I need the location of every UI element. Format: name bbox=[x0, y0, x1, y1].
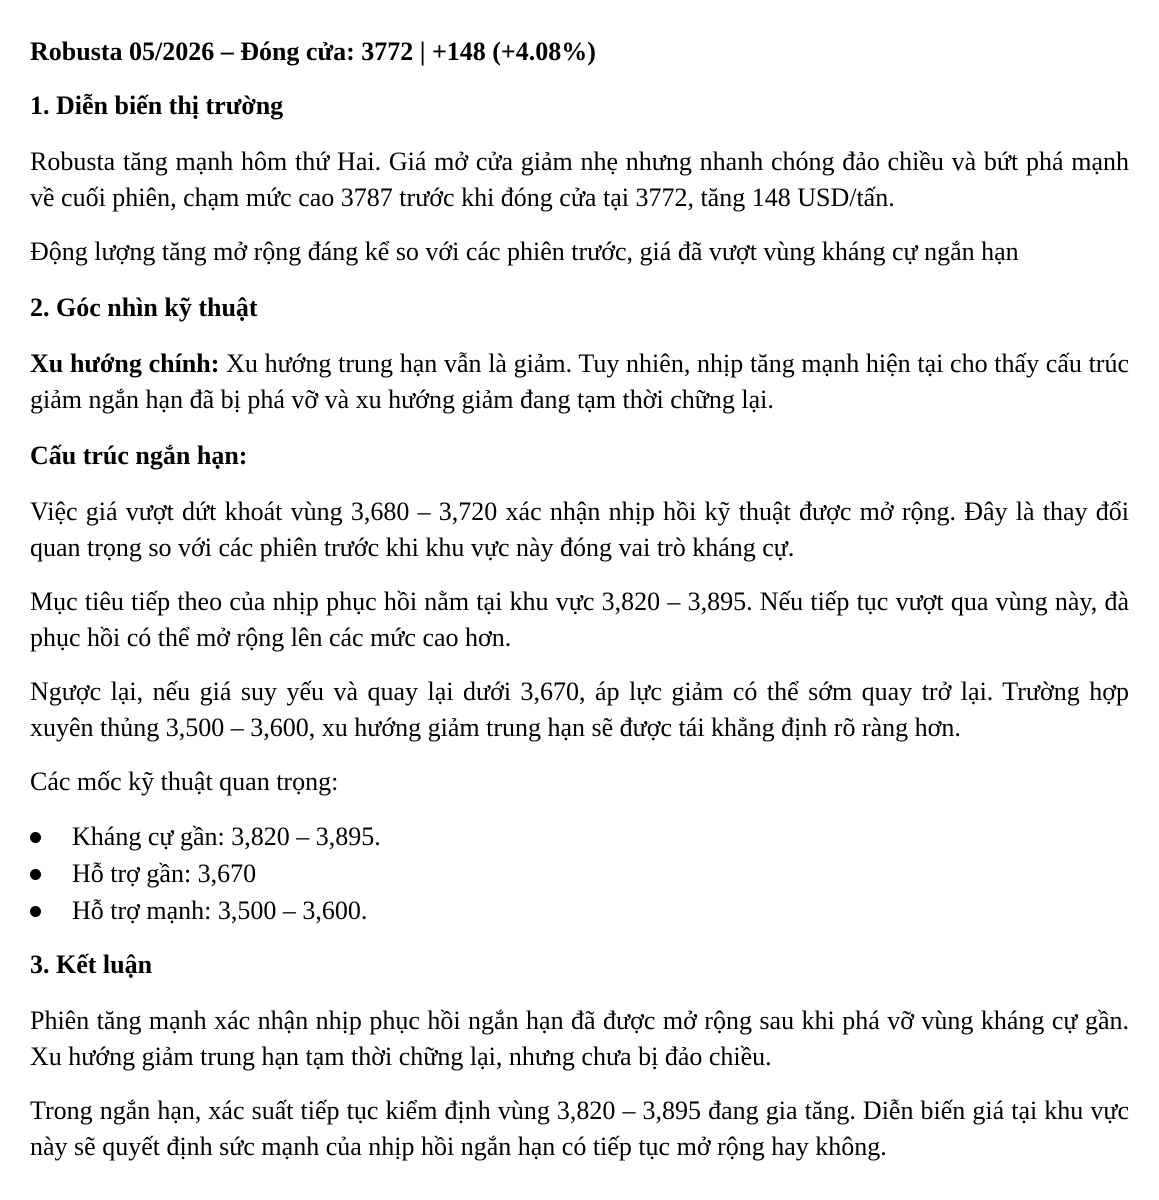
list-item-near-support bbox=[30, 855, 1129, 892]
list-item-text: Kháng cự gần: 3,820 – 3,895. bbox=[72, 822, 381, 851]
paragraph-market-summary: Robusta tăng mạnh hôm thứ Hai. Giá mở cửa giảm nhẹ nhưng nhanh chóng đảo chiều và bứt phá mạnh về cuối phiên, chạm mức cao 3787 trước khi đóng cửa tại 3772, tăng 148 USD/tấn. bbox=[30, 147, 1129, 212]
list-item-strong-support bbox=[30, 892, 1129, 929]
paragraph-downside-risk: Ngược lại, nếu giá suy yếu và quay lại dưới 3,670, áp lực giảm có thể sớm quay trở lại. Trường hợp xuyên thủng 3,500 – 3,600, xu hướng giảm trung hạn sẽ được tái khẳng định rõ ràng hơn. bbox=[30, 677, 1129, 742]
bullet-icon bbox=[30, 869, 41, 880]
list-item-text: Hỗ trợ mạnh: 3,500 – 3,600. bbox=[72, 896, 368, 925]
bullet-icon bbox=[30, 832, 41, 843]
paragraph-next-target: Mục tiêu tiếp theo của nhịp phục hồi nằm tại khu vực 3,820 – 3,895. Nếu tiếp tục vượt qua vùng này, đà phục hồi có thể mở rộng lên các mức cao hơn. bbox=[30, 587, 1129, 652]
document-title: Robusta 05/2026 – Đóng cửa: 3772 | +148 (+4.08%) bbox=[30, 37, 596, 66]
paragraph-conclusion-2: Trong ngắn hạn, xác suất tiếp tục kiểm định vùng 3,820 – 3,895 đang gia tăng. Diễn biến giá tại khu vực này sẽ quyết định sức mạnh của nhịp hồi ngắn hạn có tiếp tục mở rộng hay không. bbox=[30, 1096, 1129, 1161]
paragraph-conclusion-1: Phiên tăng mạnh xác nhận nhịp phục hồi ngắn hạn đã được mở rộng sau khi phá vỡ vùng kháng cự gần. Xu hướng giảm trung hạn tạm thời chững lại, nhưng chưa bị đảo chiều. bbox=[30, 1006, 1129, 1071]
paragraph-breakout: Việc giá vượt dứt khoát vùng 3,680 – 3,720 xác nhận nhịp hồi kỹ thuật được mở rộng. Đây là thay đổi quan trọng so với các phiên trước khi khu vực này đóng vai trò kháng cự. bbox=[30, 497, 1129, 562]
main-trend-text: Xu hướng trung hạn vẫn là giảm. Tuy nhiên, nhịp tăng mạnh hiện tại cho thấy cấu trúc giảm ngắn hạn đã bị phá vỡ và xu hướng giảm đang tạm thời chững lại. bbox=[30, 349, 1129, 414]
paragraph-momentum: Động lượng tăng mở rộng đáng kể so với các phiên trước, giá đã vượt vùng kháng cự ngắn hạn bbox=[30, 237, 1019, 266]
list-item-near-resistance bbox=[30, 818, 1129, 855]
bullet-icon bbox=[30, 906, 41, 917]
section-heading-technical: 2. Góc nhìn kỹ thuật bbox=[30, 293, 258, 322]
subheading-short-term-structure: Cấu trúc ngắn hạn: bbox=[30, 441, 248, 470]
section-heading-market: 1. Diễn biến thị trường bbox=[30, 91, 284, 120]
main-trend-label: Xu hướng chính: bbox=[30, 349, 220, 378]
paragraph-main-trend bbox=[30, 346, 1129, 418]
paragraph-key-levels-intro: Các mốc kỹ thuật quan trọng: bbox=[30, 767, 339, 796]
list-item-text: Hỗ trợ gần: 3,670 bbox=[72, 859, 257, 888]
key-levels-list bbox=[30, 818, 1129, 929]
section-heading-conclusion: 3. Kết luận bbox=[30, 950, 153, 979]
